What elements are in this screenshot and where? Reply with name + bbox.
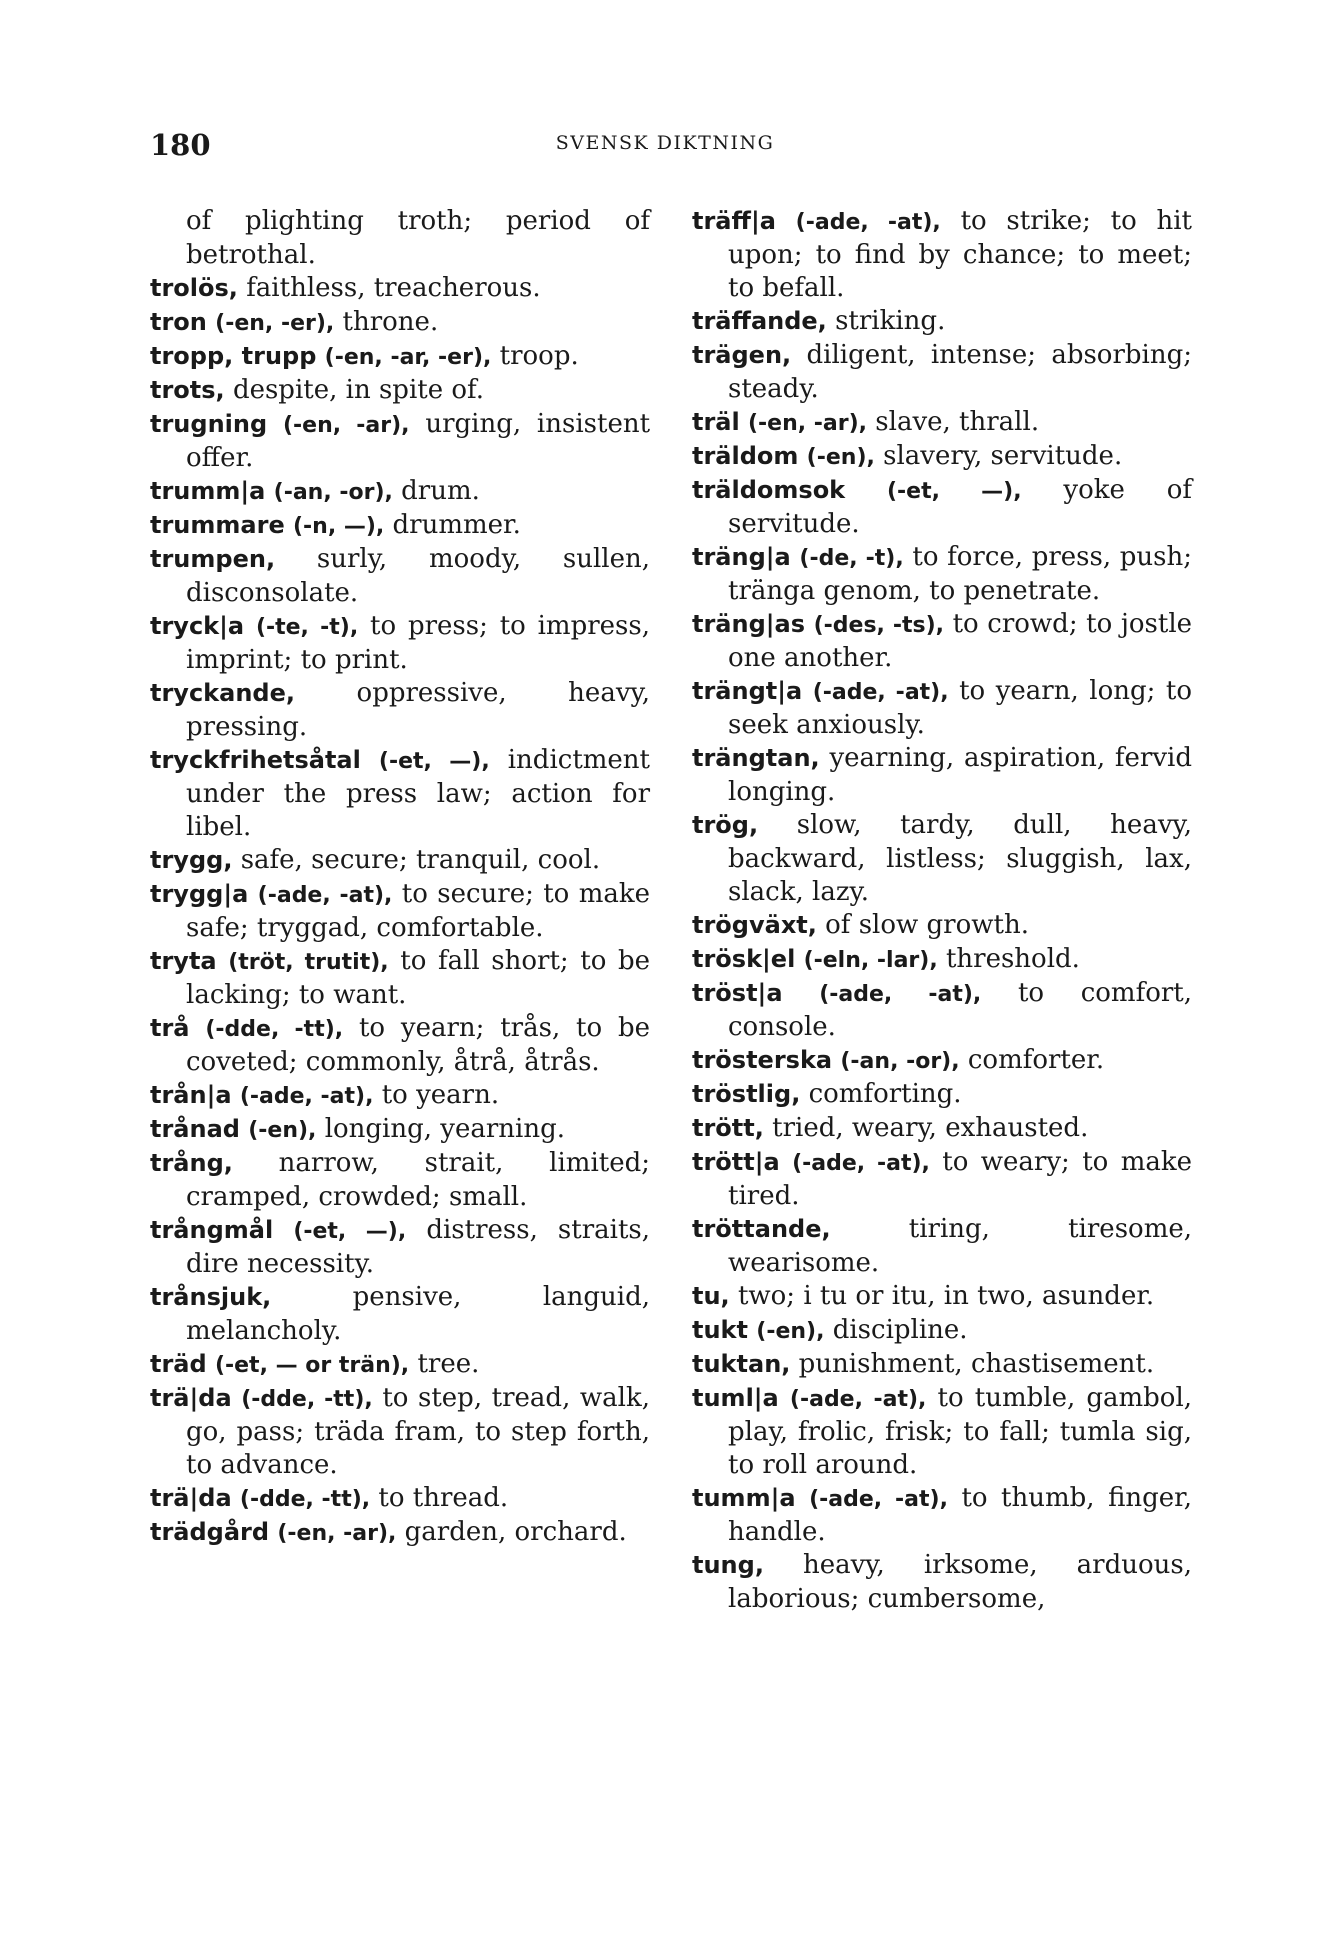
entry-headword: träd: [150, 1350, 207, 1378]
entry-definition: to weary; to make tired.: [728, 1147, 1193, 1211]
entry-definition: two; i tu or itu, in two, asunder.: [737, 1281, 1155, 1311]
entry-definition: slavery, servitude.: [883, 441, 1123, 471]
dictionary-entry: [150, 1079, 650, 1113]
entry-headword: träldom: [692, 442, 799, 470]
entry-headword: trött|a: [692, 1148, 780, 1176]
dictionary-entry: [692, 1382, 1192, 1482]
entry-definition: to yearn, long; to seek anxiously.: [728, 676, 1192, 740]
entry-inflection: (-de, -t),: [799, 546, 904, 571]
page-header: [150, 128, 1180, 168]
entry-headword: trösk|el: [692, 945, 796, 973]
entry-definition: despite, in spite of.: [232, 375, 484, 405]
dictionary-entry: [150, 374, 650, 408]
entry-headword: tröst|a: [692, 979, 783, 1007]
dictionary-entry: [150, 844, 650, 878]
dictionary-entry: [692, 675, 1192, 742]
entry-definition: slave, thrall.: [875, 407, 1040, 437]
entry-definition: of plighting troth; period of betrothal.: [186, 206, 650, 270]
entry-definition: to crowd; to jostle one another.: [728, 609, 1193, 673]
dictionary-entry: [150, 272, 650, 306]
entry-definition: faithless, treacherous.: [246, 273, 541, 303]
entry-definition: surly, moody, sullen, disconsolate.: [186, 544, 650, 608]
entry-inflection: (-ade, -at),: [812, 680, 949, 705]
dictionary-entry: [150, 945, 650, 1012]
entry-headword: trån|a: [150, 1081, 232, 1109]
dictionary-entry: [692, 1280, 1192, 1314]
entry-inflection: (-et, —),: [293, 1219, 407, 1244]
dictionary-entry: [692, 440, 1192, 474]
dictionary-entry: [692, 406, 1192, 440]
entry-inflection: (-en, -ar),: [748, 411, 868, 436]
entry-inflection: (-en),: [806, 445, 875, 470]
dictionary-entry: [692, 977, 1192, 1044]
dictionary-entry: [692, 1044, 1192, 1078]
entry-headword: trädgård: [150, 1518, 270, 1546]
left-column: [150, 205, 650, 1550]
dictionary-entry: [150, 677, 650, 744]
dictionary-entry: [692, 1482, 1192, 1549]
entry-headword: trängt|a: [692, 677, 803, 705]
dictionary-entry: [150, 543, 650, 610]
entry-inflection: (-ade, -at),: [792, 1151, 930, 1176]
entry-inflection: (-eln, -lar),: [803, 948, 938, 973]
entry-headword: trångmål: [150, 1216, 274, 1244]
entry-inflection: (-en, -ar),: [277, 1521, 397, 1546]
entry-inflection: (-ade, -at),: [789, 1387, 927, 1412]
entry-headword: trygg|a: [150, 880, 249, 908]
entry-definition: to strike; to hit upon; to find by chance; to meet; to befall.: [728, 206, 1192, 303]
entry-definition: to thumb, finger, handle.: [728, 1483, 1193, 1547]
dictionary-entry: [692, 339, 1192, 406]
entry-definition: comforting.: [808, 1079, 962, 1109]
dictionary-entry: [150, 509, 650, 543]
entry-headword: trumm|a: [150, 477, 266, 505]
entry-definition: throne.: [342, 307, 439, 337]
entry-headword: tukt: [692, 1316, 748, 1344]
entry-inflection: (-ade, -at),: [257, 883, 393, 908]
entry-headword: träffande,: [692, 307, 827, 335]
entry-headword: tröstlig,: [692, 1080, 801, 1108]
dictionary-entry: [692, 1549, 1192, 1616]
dictionary-entry: [692, 608, 1192, 675]
dictionary-entry: [692, 1348, 1192, 1382]
entry-definition: pensive, languid, melancholy.: [186, 1282, 650, 1346]
dictionary-entry: [150, 306, 650, 340]
entry-definition: yoke of servitude.: [728, 475, 1193, 539]
entry-definition: distress, straits, dire necessity.: [186, 1215, 651, 1279]
dictionary-entry: [150, 408, 650, 475]
entry-definition: indictment under the press law; action for libel.: [186, 745, 650, 842]
entry-headword: tron: [150, 308, 207, 336]
entry-headword: trå: [150, 1014, 190, 1042]
right-column: [692, 205, 1192, 1616]
entry-inflection: (-dde, -tt),: [241, 1387, 373, 1412]
entry-inflection: (-et, — or trän),: [214, 1353, 410, 1378]
dictionary-entry: [692, 474, 1192, 541]
entry-definition: punishment, chastisement.: [798, 1349, 1155, 1379]
entry-definition: garden, orchard.: [404, 1517, 627, 1547]
entry-definition: troop.: [499, 341, 579, 371]
entry-inflection: (-en),: [756, 1319, 825, 1344]
dictionary-entry: [692, 541, 1192, 608]
entry-definition: slow, tardy, dull, heavy, backward, listless; sluggish, lax, slack, lazy.: [728, 810, 1193, 907]
entry-definition: tiring, tiresome, wearisome.: [728, 1214, 1192, 1278]
entry-inflection: (-te, -t),: [255, 615, 359, 640]
entry-definition: to comfort, console.: [728, 978, 1193, 1042]
entry-inflection: (-n, —),: [292, 514, 385, 539]
entry-inflection: (tröt, trutit),: [228, 950, 389, 975]
entry-definition: striking.: [835, 306, 946, 336]
entry-inflection: (-et, —),: [378, 749, 490, 774]
entry-inflection: (-dde, -tt),: [205, 1017, 344, 1042]
entry-inflection: (-an, -or),: [840, 1049, 960, 1074]
dictionary-entry: [150, 1516, 650, 1550]
entry-headword: träff|a: [692, 207, 776, 235]
entry-definition: to yearn.: [381, 1080, 500, 1110]
entry-headword: trolös,: [150, 274, 238, 302]
dictionary-entry: [150, 1147, 650, 1214]
dictionary-entry: [692, 943, 1192, 977]
entry-definition: to tumble, gambol, play, frolic, frisk; to fall; tumla sig, to roll around.: [728, 1383, 1193, 1480]
running-title: SVENSK DIKTNING: [555, 132, 775, 154]
entry-definition: to force, press, push; tränga genom, to penetrate.: [728, 542, 1192, 606]
dictionary-entry: [692, 1213, 1192, 1280]
dictionary-entry: [150, 1012, 650, 1079]
entry-inflection: (-des, -ts),: [813, 613, 945, 638]
entry-headword: trä|da: [150, 1484, 232, 1512]
dictionary-entry: [692, 1078, 1192, 1112]
dictionary-entry: [150, 340, 650, 374]
page-number: 180: [150, 128, 211, 162]
entry-headword: tuktan,: [692, 1350, 791, 1378]
dictionary-entry: [150, 744, 650, 844]
entry-definition: diligent, intense; absorbing; steady.: [728, 340, 1192, 404]
dictionary-entry: [150, 475, 650, 509]
entry-headword: trösterska: [692, 1046, 833, 1074]
entry-inflection: (-ade, -at),: [819, 982, 982, 1007]
entry-headword: träng|as: [692, 610, 806, 638]
entry-headword: trögväxt,: [692, 911, 817, 939]
entry-definition: threshold.: [945, 944, 1080, 974]
entry-headword: tumm|a: [692, 1484, 796, 1512]
entry-headword: tryck|a: [150, 612, 245, 640]
dictionary-entry: [150, 610, 650, 677]
entry-headword: trånad: [150, 1115, 240, 1143]
dictionary-entry: [692, 305, 1192, 339]
entry-headword: tung,: [692, 1551, 764, 1579]
entry-definition: to fall short; to be lacking; to want.: [186, 946, 651, 1010]
entry-headword: trugning: [150, 410, 268, 438]
entry-definition: drummer.: [392, 510, 521, 540]
entry-headword: trängtan,: [692, 744, 820, 772]
entry-inflection: (-dde, -tt),: [239, 1487, 371, 1512]
entry-definition: of slow growth.: [825, 910, 1029, 940]
dictionary-entry: [692, 1314, 1192, 1348]
dictionary-entry: [692, 1146, 1192, 1213]
dictionary-entry: [150, 1281, 650, 1348]
entry-inflection: (-an, -or),: [273, 480, 393, 505]
entry-inflection: (-ade, -at),: [795, 210, 941, 235]
entry-headword: trägen,: [692, 341, 792, 369]
entry-headword: trög,: [692, 811, 759, 839]
entry-definition: yearning, aspiration, fervid longing.: [728, 743, 1192, 807]
dictionary-entry: [150, 1482, 650, 1516]
entry-definition: heavy, irksome, arduous, laborious; cumbersome,: [728, 1550, 1192, 1614]
entry-headword: trång,: [150, 1149, 233, 1177]
entry-headword: tryckande,: [150, 679, 295, 707]
entry-definition: oppressive, heavy, pressing.: [186, 678, 651, 742]
dictionary-entry: [150, 1382, 650, 1482]
dictionary-entry: [150, 1214, 650, 1281]
entry-headword: trött,: [692, 1114, 764, 1142]
entry-definition: to step, tread, walk, go, pass; träda fram, to step forth, to advance.: [186, 1383, 651, 1480]
entry-headword: trots,: [150, 376, 225, 404]
entry-headword: trummare: [150, 511, 285, 539]
entry-definition: narrow, strait, limited; cramped, crowded; small.: [186, 1148, 651, 1212]
entry-definition: longing, yearning.: [324, 1114, 565, 1144]
entry-inflection: (-en, -er),: [215, 311, 335, 336]
entry-headword: tropp, trupp: [150, 342, 317, 370]
dictionary-entry: [692, 205, 1192, 305]
entry-headword: tu,: [692, 1282, 730, 1310]
entry-headword: trygg,: [150, 846, 233, 874]
dictionary-entry: [692, 742, 1192, 809]
entry-headword: trumpen,: [150, 545, 276, 573]
entry-definition: tried, weary, exhausted.: [772, 1113, 1089, 1143]
entry-headword: träl: [692, 408, 740, 436]
entry-headword: träldomsok: [692, 476, 846, 504]
entry-headword: träng|a: [692, 543, 791, 571]
entry-definition: discipline.: [832, 1315, 968, 1345]
entry-inflection: (-ade, -at),: [239, 1084, 374, 1109]
entry-inflection: (-en, -ar),: [282, 413, 410, 438]
dictionary-entry: [692, 1112, 1192, 1146]
entry-definition: tree.: [417, 1349, 480, 1379]
dictionary-entry: [692, 809, 1192, 909]
entry-inflection: (-en),: [248, 1118, 317, 1143]
entry-definition: drum.: [401, 476, 480, 506]
dictionary-entry: [150, 1113, 650, 1147]
dictionary-entry: [692, 909, 1192, 943]
entry-inflection: (-et, —),: [886, 479, 1022, 504]
entry-headword: tuml|a: [692, 1384, 779, 1412]
entry-definition: safe, secure; tranquil, cool.: [240, 845, 601, 875]
dictionary-entry: [150, 1348, 650, 1382]
entry-headword: tryckfrihetsåtal: [150, 746, 361, 774]
entry-definition: comforter.: [967, 1045, 1105, 1075]
entry-definition: to yearn; trås, to be coveted; commonly, åtrå, åtrås.: [186, 1013, 651, 1077]
entry-definition: to secure; to make safe; tryggad, comfortable.: [186, 879, 650, 943]
entry-headword: trä|da: [150, 1384, 232, 1412]
entry-definition: to thread.: [378, 1483, 509, 1513]
entry-headword: tryta: [150, 947, 217, 975]
entry-definition: to press; to impress, imprint; to print.: [186, 611, 650, 675]
dictionary-entry: [150, 878, 650, 945]
entry-definition: urging, insistent offer.: [186, 409, 651, 473]
dictionary-entry: [150, 205, 650, 272]
entry-inflection: (-en, -ar, -er),: [324, 345, 492, 370]
entry-headword: tröttande,: [692, 1215, 831, 1243]
entry-headword: trånsjuk,: [150, 1283, 272, 1311]
entry-inflection: (-ade, -at),: [809, 1487, 948, 1512]
